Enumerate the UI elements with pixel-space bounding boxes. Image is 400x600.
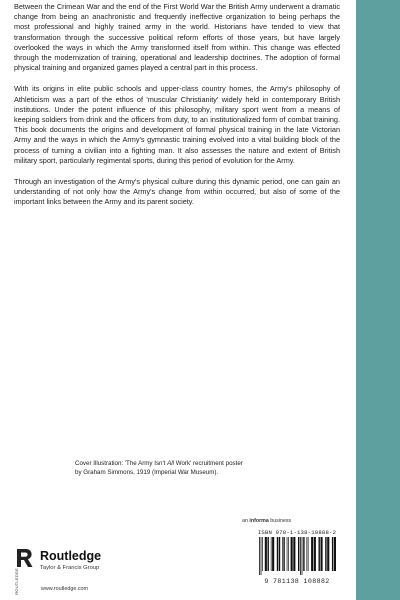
routledge-r-icon [12,546,36,570]
barcode-bar [261,537,262,575]
credit-line-2: by Graham Simmons, 1919 (Imperial War Museum). [75,469,219,476]
barcode-bar [287,537,288,571]
barcode-bar [283,537,284,571]
credit-suffix: Work' recruitment poster [174,460,243,467]
barcode-bar [319,537,320,571]
barcode-bar [293,537,295,571]
barcode-bar [271,537,272,571]
isbn-barcode [254,527,340,593]
informa-business-label [242,518,291,524]
barcode-bar [298,537,299,571]
barcode-bar [272,537,274,571]
cover-illustration-credit [75,459,325,477]
barcode-bar [291,537,293,571]
routledge-vertical-label: ROUTLEDGE [14,568,19,595]
barcode-bar [307,537,308,571]
barcode-bars [257,537,337,577]
barcode-bar [332,537,333,571]
informa-suffix: business [268,518,292,524]
barcode-bar [268,537,269,571]
barcode-bar [325,537,326,571]
barcode-bar [327,537,329,571]
barcode-bar [303,537,304,571]
blurb-text [14,2,340,219]
barcode-bar [277,537,278,571]
barcode-number: 9 781138 108882 [264,578,330,585]
barcode-bar [282,537,283,571]
publisher-group: Taylor & Francis Group [40,565,100,571]
barcode-bar [311,537,313,571]
credit-prefix: Cover Illustration: 'The Army Isn't [75,460,168,467]
routledge-logo [12,546,152,594]
barcode-bar [288,537,289,571]
blurb-paragraph-1: Between the Crimean War and the end of the First World War the British Army underwent a dramatic change from being an anachronistic and frequently ineffective organization to being perhaps the most professional and highly trained army in the world. Historians have tended to view that transformation through the successive political reform efforts of those years, but have largely overlooked the ways in which the Army transformed itself from within. This change was effected through the modernization of training, operational and leadership doctrines. The adoption of formal physical training and organized games played a central part in this process. [14,2,340,73]
barcode-bar [259,537,260,575]
barcode-bar [279,537,280,571]
isbn-label: ISBN 978-1-138-10888-2 [257,529,337,536]
publisher-website: www.routledge.com [41,586,89,592]
publisher-name: Routledge [40,549,102,563]
barcode-bar [300,537,301,575]
barcode-bar [314,537,316,571]
teal-color-strip [356,0,400,600]
barcode-bar [321,537,323,571]
informa-bold: informa [249,518,269,524]
barcode-bar [265,537,267,571]
informa-prefix: an [242,518,250,524]
barcode-bar [308,537,309,571]
blurb-paragraph-2: With its origins in elite public schools and upper-class country homes, the Army's philosophy of Athleticism was a part of the ethos of 'muscular Christianity' widely held in contemporary British institutions. Under the potent influence of this philosophy, military sport went from a means of keeping soldiers from drink and the officers from duty, to an institutionalized form of combat training. This book documents the origins and development of formal physical training in the late Victorian Army and the ways in which the Army's gymnastic training evolved into a vital building block of the process of turning a civilian into a fighting man. It also assesses the nature and extent of British military sport, particularly regimental sports, during this period of evolution for the Army. [14,84,340,165]
blurb-paragraph-3: Through an investigation of the Army's physical culture during this dynamic period, one can gain an understanding of not only how the Army's change from within occurred, but also of some of the important links between the Army and its parent society. [14,177,340,207]
credit-italic: All [167,460,175,467]
barcode-bar [334,537,336,571]
barcode-bar [302,537,303,575]
barcode-bar [262,537,263,571]
